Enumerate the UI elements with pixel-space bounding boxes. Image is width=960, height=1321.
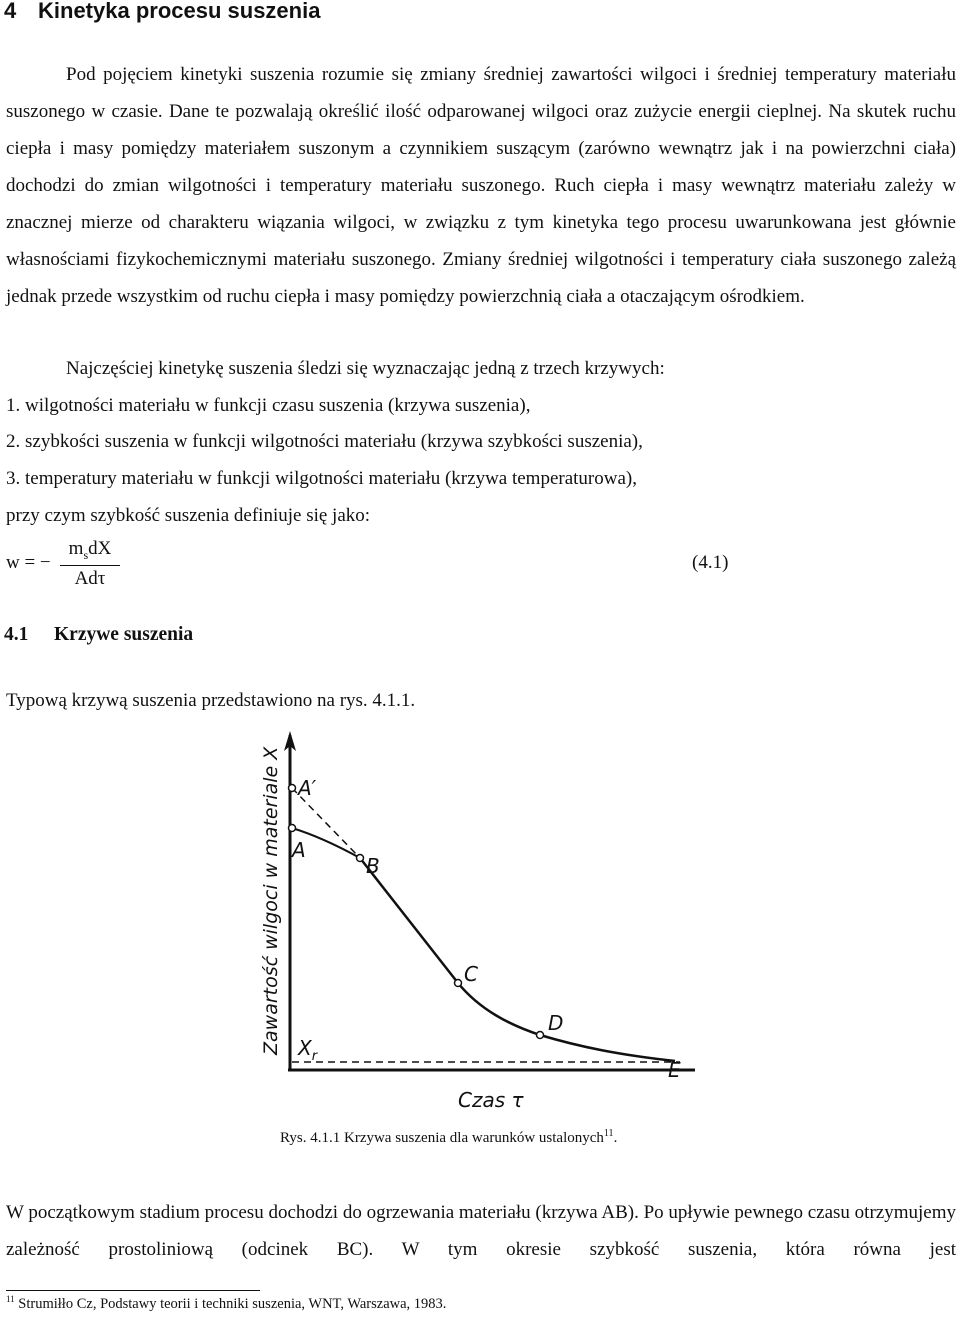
equation-fraction [60, 538, 120, 590]
list-intro: Najczęściej kinetykę suszenia śledzi się wyznaczając jedną z trzech krzywych: [66, 358, 665, 379]
y-axis-label: Zawartość wilgoci w materiale X [260, 746, 282, 1055]
label-c: C [464, 962, 478, 986]
equation-lhs: w = − [6, 552, 51, 573]
caption-text: Rys. 4.1.1 Krzywa suszenia dla warunków ustalonych [280, 1130, 604, 1146]
after-figure-paragraph: W początkowym stadium procesu dochodzi do ogrzewania materiału (krzywa AB). Po upływie pewnego czasu otrzymujemy zależność prostoliniową (odcinek BC). W tym okresie szybkość suszenia, która równa jest [6, 1202, 956, 1260]
subsection-heading [4, 624, 193, 646]
label-e: E [668, 1058, 681, 1082]
section-title: Kinetyka procesu suszenia [38, 0, 321, 23]
footnote-rule [6, 1290, 260, 1291]
caption-end: . [613, 1130, 618, 1146]
point-b [357, 855, 364, 862]
numerator-m: m [68, 538, 84, 559]
figure-caption [280, 1128, 617, 1147]
x-axis-label: Czas τ [458, 1088, 524, 1112]
point-a-prime [289, 785, 296, 792]
label-a: A [292, 838, 306, 862]
caption-footnote-ref: 11 [603, 1128, 614, 1139]
label-d: D [548, 1011, 564, 1035]
equation-numerator [60, 538, 120, 566]
intro-paragraph: Pod pojęciem kinetyki suszenia rozumie się zmiany średniej zawartości wilgoci i średniej temperatury materiału suszonego w czasie. Dane te pozwalają określić ilość odparowanej wilgoci oraz zużycie energii cieplnej. Na skutek ruchu ciepła i masy pomiędzy materiałem suszonym a czynnikiem suszącym (zarówno wewnątrz jak i na powierzchni ciała) dochodzi do zmian wilgotności i temperatury materiału suszonego. Ruch ciepła i masy wewnątrz materiału zależy w znacznej mierze od charakteru wiązania wilgoci, w związku z tym kinetyka tego procesu uwarunkowana jest głównie własnościami fizykochemicznymi materiału suszonego. Zmiany średniej wilgotności i temperatury ciała suszonego zależą jednak przede wszystkim od ruchu ciepła i masy pomiędzy powierzchnią ciała a otaczającym ośrodkiem. [6, 64, 956, 307]
footnote-text: Strumiłło Cz, Podstawy teorii i techniki suszenia, WNT, Warszawa, 1983. [18, 1295, 447, 1312]
label-xr: $X_r$ [298, 1036, 318, 1064]
equation-number: (4.1) [692, 552, 729, 573]
equation-denominator: Adτ [74, 567, 106, 589]
footnote-number: 11 [6, 1294, 15, 1304]
section-heading [4, 0, 320, 24]
numerator-dx: dX [88, 538, 112, 559]
label-b: B [366, 854, 380, 878]
subsection-title: Krzywe suszenia [54, 624, 194, 645]
numerator-sub: s [83, 547, 89, 562]
point-c [455, 980, 462, 987]
subsection-number: 4.1 [4, 624, 29, 645]
list-item-3: 3. temperatury materiału w funkcji wilgotności materiału (krzywa temperaturowa), [6, 468, 637, 489]
subsection-text: Typową krzywą suszenia przedstawiono na rys. 4.1.1. [6, 690, 416, 711]
point-a [289, 825, 296, 832]
list-item-2: 2. szybkości suszenia w funkcji wilgotności materiału (krzywa szybkości suszenia), [6, 431, 643, 452]
label-a-prime: A′ [298, 776, 317, 800]
footnote [6, 1294, 446, 1313]
definition-intro: przy czym szybkość suszenia definiuje się jako: [6, 505, 371, 526]
drying-curve-bcde [360, 858, 675, 1061]
drying-curve-figure [240, 725, 720, 1125]
list-item-1: 1. wilgotności materiału w funkcji czasu suszenia (krzywa suszenia), [6, 395, 531, 416]
section-number: 4 [4, 0, 17, 23]
point-d [537, 1032, 544, 1039]
